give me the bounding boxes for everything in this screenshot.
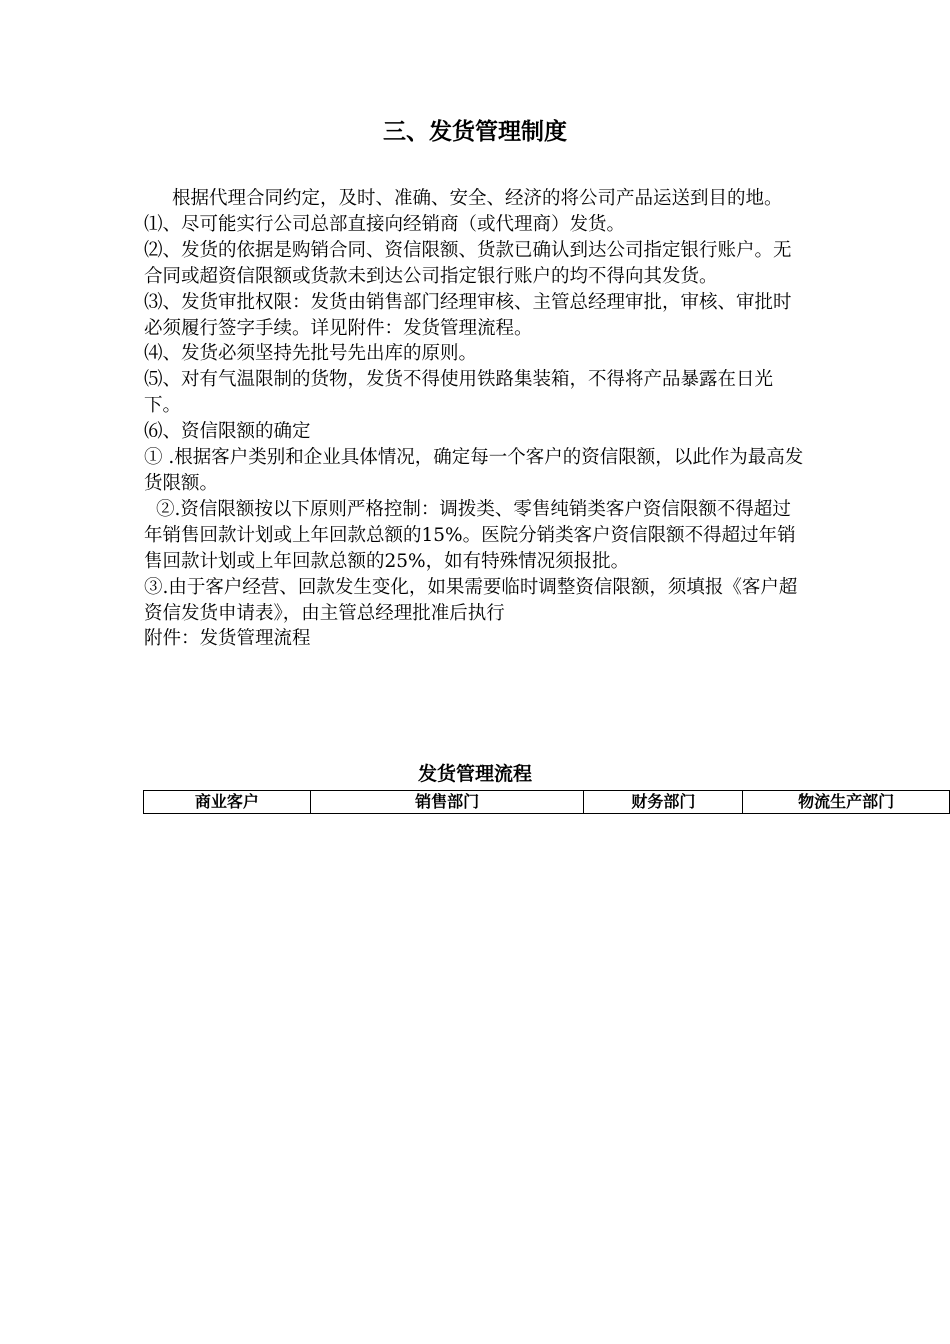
rule-3: ⑶、发货审批权限：发货由销售部门经理审核、主管总经理审批，审核、审批时必须履行签字手续。详见附件：发货管理流程。 — [144, 291, 792, 339]
rule-6-item-3: ③.由于客户经营、回款发生变化，如果需要临时调整资信限额，须填报《客户超资信发货申请表》，由主管总经理批准后执行 — [144, 576, 798, 624]
attachment-note: 附件：发货管理流程 — [144, 628, 311, 650]
page-title: 三、发货管理制度 — [383, 118, 567, 145]
column-header-finance-department: 财务部门 — [584, 791, 743, 814]
rule-1: ⑴、尽可能实行公司总部直接向经销商（或代理商）发货。 — [144, 213, 626, 235]
column-header-logistics-production-department: 物流生产部门 — [743, 791, 950, 814]
rule-2: ⑵、发货的依据是购销合同、资信限额、货款已确认到达公司指定银行账户。无合同或超资信限额或货款未到达公司指定银行账户的均不得向其发货。 — [144, 239, 792, 287]
rule-6-item-2: ②.资信限额按以下原则严格控制：调拨类、零售纯销类客户资信限额不得超过年销售回款计划或上年回款总额的15%。医院分销类客户资信限额不得超过年销售回款计划或上年回款总额的25%，如有特殊情况须报批。 — [144, 498, 796, 572]
flow-title: 发货管理流程 — [417, 763, 532, 785]
column-header-sales-department: 销售部门 — [310, 791, 584, 814]
intro-paragraph: 根据代理合同约定，及时、准确、安全、经济的将公司产品运送到目的地。 — [172, 188, 783, 209]
flow-table-header-row — [144, 791, 950, 814]
rule-5: ⑸、对有气温限制的货物，发货不得使用铁路集装箱，不得将产品暴露在日光下。 — [144, 369, 774, 417]
document-body — [144, 186, 808, 652]
rule-6-item-1: ① .根据客户类别和企业具体情况，确定每一个客户的资信限额，以此作为最高发货限额。 — [144, 447, 804, 494]
rule-4: ⑷、发货必须坚持先批号先出库的原则。 — [144, 343, 478, 365]
column-header-commercial-customer: 商业客户 — [144, 791, 311, 814]
rule-6: ⑹、资信限额的确定 — [144, 421, 311, 443]
flow-table — [143, 790, 950, 814]
